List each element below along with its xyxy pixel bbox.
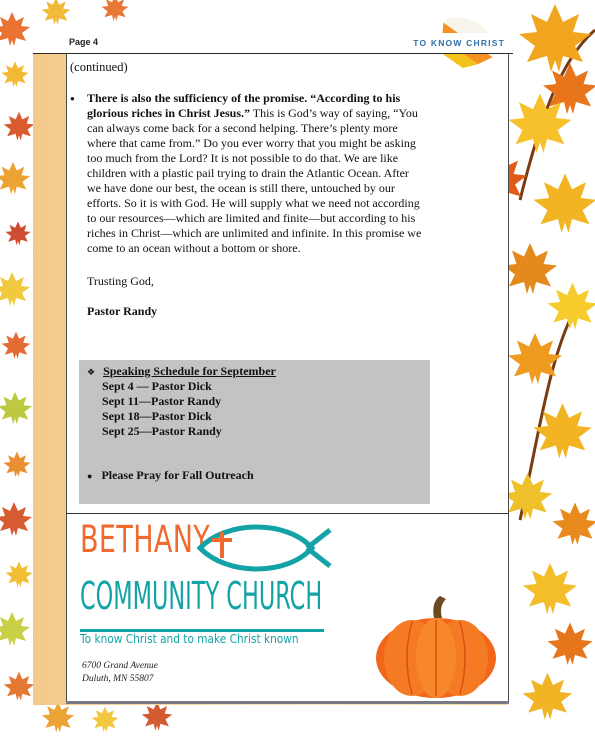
address-street: 6700 Grand Avenue — [82, 661, 158, 671]
signature: Pastor Randy — [87, 304, 158, 318]
logo-tagline: To know Christ and to make Christ known — [80, 632, 299, 646]
bullet-icon: ● — [87, 471, 93, 481]
church-address — [82, 660, 158, 686]
fish-cross-icon — [192, 518, 332, 578]
prayer-request — [87, 468, 254, 484]
bullet-icon: ● — [70, 94, 75, 103]
section-divider — [66, 513, 509, 514]
article-body — [70, 60, 425, 319]
paragraph-text: This is God’s way of saying, “You can always come back for a second helping. There’s plenty more where that came from.” Do you ever worry that you might be asking too much from the Lord? It is not possible to do that. We are like children with a plastic pail trying to drain the Atlantic Ocean. After we have done our best, the ocean is still there, untouched by our efforts. So it is with God. He will supply what we need not according to our resources—which are limited and finite—but according to his riches in Christ—which are unlimited and infinite. In this promise we come to an ocean without a bottom or shore. — [87, 106, 422, 255]
schedule-heading — [87, 364, 276, 380]
speaking-schedule-box — [79, 360, 430, 504]
closing-line: Trusting God, — [87, 274, 154, 288]
schedule-item: Sept 11—Pastor Randy — [102, 394, 222, 408]
diamond-bullet-icon: ❖ — [87, 367, 96, 377]
footer-rule — [66, 701, 509, 704]
logo-line-bethany: BETHANY — [80, 518, 211, 561]
section-title: TO KNOW CHRIST — [413, 38, 505, 48]
page-header — [33, 33, 513, 54]
schedule-item: Sept 25—Pastor Randy — [102, 424, 222, 438]
pumpkin-icon — [372, 596, 500, 700]
prayer-text: Please Pray for Fall Outreach — [101, 468, 254, 482]
schedule-item: Sept 18—Pastor Dick — [102, 409, 212, 423]
schedule-list — [102, 379, 222, 439]
paragraph-lead: There is also the sufficiency of the promise. “According to his glorious riches in Christ Jesus.” — [87, 91, 401, 120]
logo-line-community-church: COMMUNITY CHURCH — [80, 574, 323, 618]
article-paragraph — [70, 91, 425, 256]
church-logo — [80, 518, 330, 658]
page-number: Page 4 — [69, 37, 99, 47]
continued-label: (continued) — [70, 60, 128, 74]
schedule-title: Speaking Schedule for September — [103, 364, 276, 378]
schedule-item: Sept 4 — Pastor Dick — [102, 379, 212, 393]
address-city: Duluth, MN 55807 — [82, 674, 154, 684]
